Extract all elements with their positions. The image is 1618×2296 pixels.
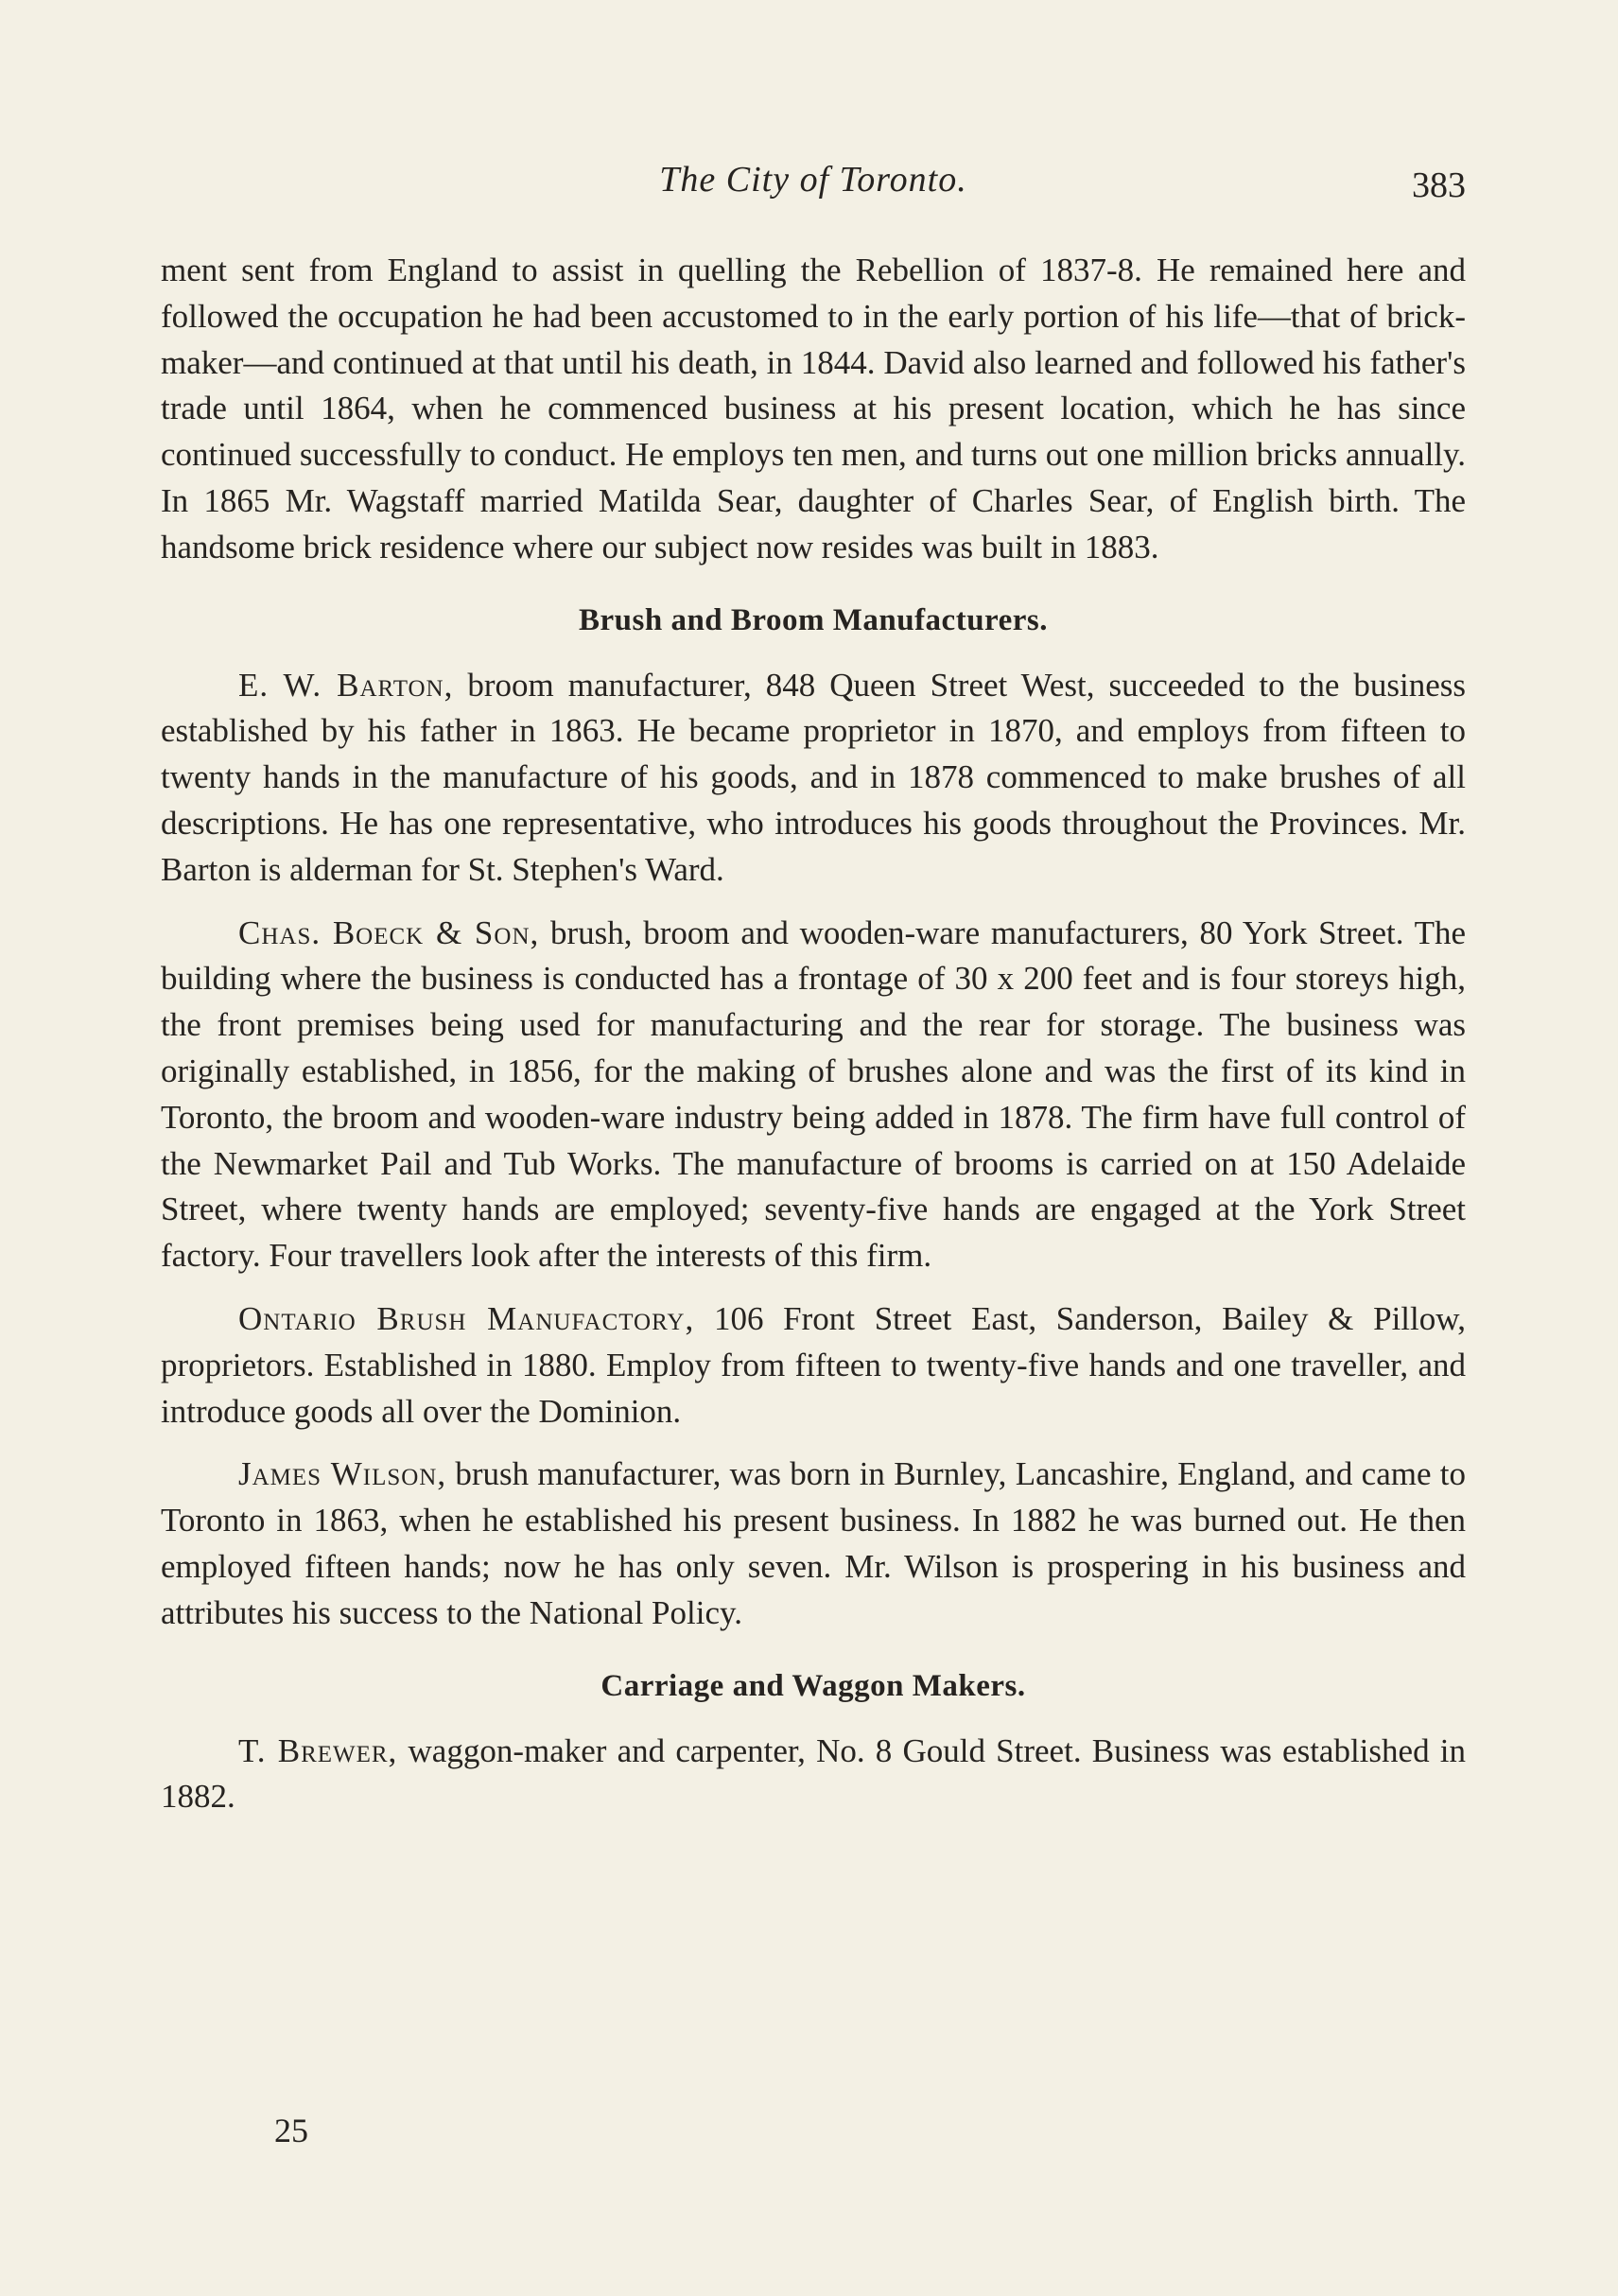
entry-brewer	[161, 1729, 1466, 1821]
running-head	[161, 159, 1466, 216]
entry-ontario	[161, 1296, 1466, 1435]
entry-wilson	[161, 1452, 1466, 1636]
signature-mark: 25	[274, 2112, 308, 2149]
entry-name: James Wilson,	[238, 1455, 447, 1493]
entry-text: 106 Front Street East, Sanderson, Bailey & Pillow, proprietors. Established in 1880. Employ from fifteen to twenty-five hands and one traveller, and introduce goods all over the Dominion.	[161, 1299, 1466, 1430]
entry-text: brush, broom and wooden-ware manufacturers, 80 York Street. The building where the business is conducted has a frontage of 30 x 200 feet and is four storeys high, the front premises being used for manufacturing and the rear for storage. The business was originally established, in 1856, for the making of brushes alone and was the first of its kind in Toronto, the broom and wooden-ware industry being added in 1878. The firm have full control of the Newmarket Pail and Tub Works. The manufacture of brooms is carried on at 150 Adelaide Street, where twenty hands are employed; seventy-five hands are engaged at the York Street factory. Four travellers look after the interests of this firm.	[161, 913, 1466, 1275]
entry-name: T. Brewer,	[238, 1731, 398, 1769]
continuation-paragraph: ment sent from England to assist in quelling the Rebellion of 1837-8. He remained here and followed the occupation he had been accustomed to in the early portion of his life—that of brick-maker—and continued at that until his death, in 1844. David also learned and followed his father's trade until 1864, when he commenced business at his present location, which he has since continued successfully to conduct. He employs ten men, and turns out one million bricks annually. In 1865 Mr. Wagstaff married Matilda Sear, daughter of Charles Sear, of English birth. The handsome brick residence where our subject now resides was built in 1883.	[161, 252, 1466, 565]
entry-name: Ontario Brush Manufactory,	[238, 1299, 695, 1337]
entry-barton	[161, 663, 1466, 894]
section-heading-brush: Brush and Broom Manufacturers.	[579, 602, 1048, 637]
page-number: 383	[1412, 165, 1466, 205]
entry-name: E. W. Barton,	[238, 666, 454, 704]
entry-name: Chas. Boeck & Son,	[238, 913, 540, 951]
page-body	[161, 248, 1466, 1820]
entry-text: broom manufacturer, 848 Queen Street West, succeeded to the business established by his father in 1863. He became proprietor in 1870, and employs from fifteen to twenty hands in the manufacture of his goods, and in 1878 commenced to make brushes of all descriptions. He has one representative, who introduces his goods throughout the Provinces. Mr. Barton is alderman for St. Stephen's Ward.	[161, 666, 1466, 888]
running-title: The City of Toronto.	[659, 160, 967, 200]
entry-text: waggon-maker and carpenter, No. 8 Gould Street. Business was established in 1882.	[161, 1731, 1466, 1816]
entry-boeck	[161, 911, 1466, 1279]
entry-text: brush manufacturer, was born in Burnley, Lancashire, England, and came to Toronto in 1863, when he established his present business. In 1882 he was burned out. He then employed fifteen hands; now he has only seven. Mr. Wilson is prospering in his business and attributes his success to the National Policy.	[161, 1455, 1466, 1631]
section-heading-carriage: Carriage and Waggon Makers.	[600, 1668, 1026, 1703]
